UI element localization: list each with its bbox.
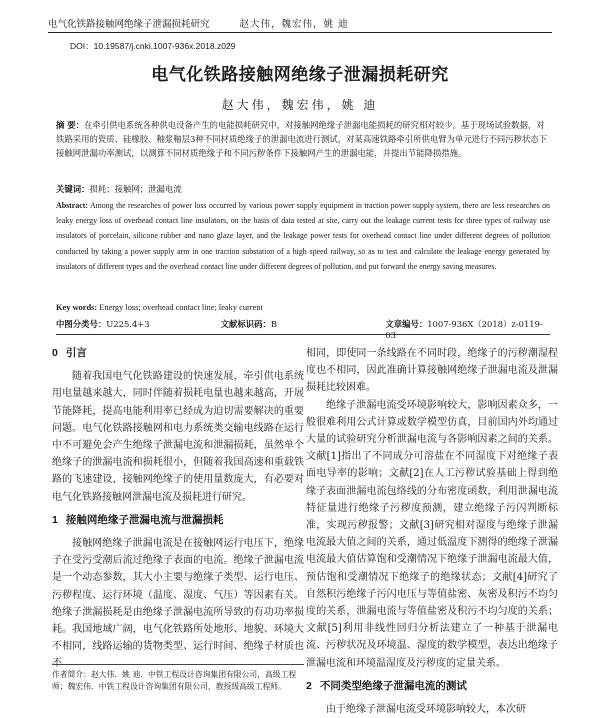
abstract-en	[56, 198, 550, 274]
document-code: 文献标识码：B	[220, 319, 278, 329]
left-column	[52, 345, 304, 673]
keywords-zh	[56, 183, 550, 195]
section-heading-0: 0 引言	[52, 347, 87, 359]
section-heading-1: 1 接触网绝缘子泄漏电流与泄漏损耗	[52, 513, 224, 526]
abstract-en-text: Among the researches of power loss occurred by various power supply equipment in traction power supply system, there are less researches on leaky energy loss of overhead contact line insulators, on the basis of data tested at site, carry out the leakage current tests for three types of railway use insulators of porcelain, silicone rubber and nano glaze layer, and the leakage power tests for overhead contact line under different degrees of pollution conducted by taking a power supply arm in one traction substation of a high speed railway, so as to test and calculate the leakage energy generated by insulators of different types and the overhead contact line under different degrees of pollution, and put forward the energy saving measures.	[56, 201, 550, 271]
keywords-zh-text: 损耗；接触网；泄漏电流	[89, 184, 182, 194]
paper-authors: 赵大伟，魏宏伟，姚 迪	[221, 98, 379, 112]
section-2-paragraph: 由于绝缘子泄漏电流受环境影响较大，本次研	[326, 704, 526, 716]
author-footnote: 作者简介：赵大伟．姚 迪．中铁工程设计咨询集团有限公司，高级工程师；魏宏伟．中铁工程设计咨询集团有限公司，教授级高级工程师。	[52, 664, 304, 693]
classification-row	[56, 318, 550, 340]
running-head-authors: 赵大伟，魏宏伟，姚 迪	[239, 19, 349, 30]
running-head-title: 电气化铁路接触网绝缘子泄漏损耗研究	[48, 19, 210, 30]
keywords-zh-label: 关键词：	[56, 184, 90, 194]
abstract-zh-text: 在牵引供电系统各种供电设备产生的电能损耗研究中，对接触网绝缘子泄漏电能损耗的研究相对较少。基于现场试验数据，对铁路采用的瓷质、硅橡胶、釉浆釉层3种不同材质绝缘子的泄漏电流进行测试，对某高速铁路牵引所供电臂为单元进行不同污秽状态下接触网泄漏功率测试，以测算不同材质绝缘子和不同污秽条件下接触网产生的泄漏电能，并提出节能降损措施。	[56, 120, 548, 159]
abstract-en-label: Abstract:	[56, 201, 88, 210]
section-heading-2: 2 不同类型绝缘子泄漏电流的测试	[306, 679, 467, 692]
abstract-zh-label: 摘 要：	[56, 120, 85, 130]
running-head	[48, 14, 552, 33]
paper-title: 电气化铁路接触网绝缘子泄漏损耗研究	[151, 65, 449, 85]
keywords-en	[56, 303, 550, 312]
continued-paragraph: 相同，即使同一条线路在不同时段，绝缘子的污秽潮湿程度也不相同，因此准确计算接触网绝缘子泄漏电流及泄漏损耗比较困难。	[306, 348, 558, 394]
keywords-en-text: Energy loss; overhead contact line; leaky current	[99, 303, 263, 312]
right-column	[306, 345, 558, 718]
intro-paragraph: 随着我国电气化铁路建设的快速发展，牵引供电系统用电量越来越大，同时伴随着损耗电量也越来越高，开展节能降耗，提高电能利用率已经成为迫切需要解决的重要问题。电气化铁路接触网和电力系统类交输电线路在运行中不可避免会产生绝缘子泄漏电流和泄漏损耗，虽然单个绝缘子的泄漏电流和损耗很小，但随着我国高速和重载铁路的飞速建设，接触网绝缘子的使用量数庞大，有必要对电气化铁路接触网泄漏电流及损耗进行研究。	[52, 371, 304, 503]
section-1-paragraph: 接触网绝缘子泄漏电流是在接触网运行电压下，绝缘子在受污受潮后流过绝缘子表面的电流。绝缘子泄漏电流是一个动态参数，其大小主要与绝缘子类型、运行电压、污秽程度、运行环境（温度、湿度、气压）等因素有关。绝缘子泄漏损耗是由绝缘子泄漏电流所导致的有功功率损耗。我国地域广阔，电气化铁路所处地形、地貌、环境大不相同，线路运输的货物类型、运行时间、绝缘子材质也不	[52, 538, 304, 670]
divider	[56, 334, 550, 335]
doi[interactable]: DOI：10.19587/j.cnki.1007-936x.2018.z029	[70, 41, 236, 51]
clc-number: 中图分类号：U225.4+3	[56, 319, 150, 329]
abstract-zh	[56, 118, 550, 161]
keywords-en-label: Key words:	[56, 303, 98, 312]
literature-paragraph: 绝缘子泄漏电流受环境影响较大，影响因素众多，一般很难利用公式计算或数学模型仿真，目前国内外均通过大量的试验研究分析泄漏电流与各影响因素之间的关系。文献[1]指出了不同成分可溶盐在不同湿度下对绝缘子表面电导率的影响；文献[2]在人工污秽试验基础上得到绝缘子表面泄漏电流包络线的分布密度函数，利用泄漏电流特征量进行绝缘子污秽度预测，建立绝缘子污闪判断标准，实现污秽报警；文献[3]研究相对湿度与绝缘子泄漏电流最大值之间的关系，通过低温度下测得的绝缘子泄漏电流最大值估算饱和受潮情况下绝缘子泄漏电流最大值，预估饱和受潮情况下绝缘子的绝缘状态；文献[4]研究了自然积污绝缘子污闪电压与等值盐密、灰密及积污不均匀度的关系，泄漏电流与等值盐密及积污不均匀度的关系；文献[5]利用非线性回归分析法建立了一种基于泄漏电流、污秽状况及环境温、湿度的数学模型，表达出绝缘子泄漏电流和环境温湿度及污秽度的定量关系。	[306, 399, 558, 669]
article-number: 文章编号：1007-936X（2018）z-0119-03	[385, 319, 543, 340]
